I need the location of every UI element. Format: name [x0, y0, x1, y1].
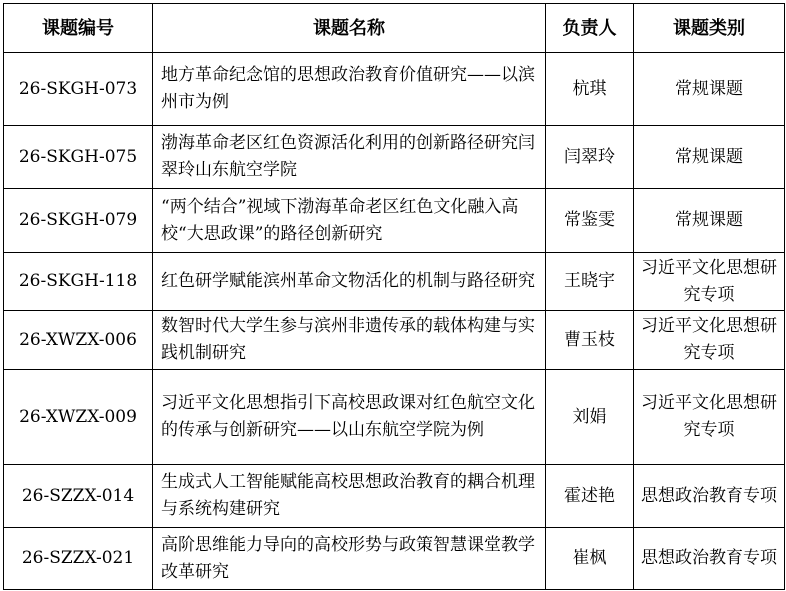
project-owner: 刘娟 [546, 370, 634, 465]
table-row [4, 189, 785, 253]
header-code: 课题编号 [4, 4, 153, 53]
project-title: 高阶思维能力导向的高校形势与政策智慧课堂教学改革研究 [153, 528, 546, 590]
project-code: 26-SKGH-118 [4, 253, 153, 311]
project-owner: 曹玉枝 [546, 311, 634, 370]
project-category: 习近平文化思想研究专项 [634, 311, 785, 370]
project-category: 习近平文化思想研究专项 [634, 370, 785, 465]
project-code: 26-XWZX-009 [4, 370, 153, 465]
table-row [4, 253, 785, 311]
project-code: 26-SKGH-075 [4, 126, 153, 189]
table-row [4, 465, 785, 528]
project-category: 思想政治教育专项 [634, 528, 785, 590]
table-row [4, 53, 785, 126]
project-owner: 常鉴雯 [546, 189, 634, 253]
header-row [4, 4, 785, 53]
table-row [4, 126, 785, 189]
project-owner: 崔枫 [546, 528, 634, 590]
project-category: 常规课题 [634, 53, 785, 126]
table-row [4, 528, 785, 590]
project-title: “两个结合”视域下渤海革命老区红色文化融入高校“大思政课”的路径创新研究 [153, 189, 546, 253]
header-category: 课题类别 [634, 4, 785, 53]
project-title: 红色研学赋能滨州革命文物活化的机制与路径研究 [153, 253, 546, 311]
project-code: 26-SZZX-014 [4, 465, 153, 528]
project-title: 地方革命纪念馆的思想政治教育价值研究——以滨州市为例 [153, 53, 546, 126]
table-row [4, 311, 785, 370]
project-code: 26-SKGH-079 [4, 189, 153, 253]
project-owner: 杭琪 [546, 53, 634, 126]
project-category: 习近平文化思想研究专项 [634, 253, 785, 311]
project-owner: 霍述艳 [546, 465, 634, 528]
header-owner: 负责人 [546, 4, 634, 53]
project-code: 26-XWZX-006 [4, 311, 153, 370]
project-category: 常规课题 [634, 189, 785, 253]
project-code: 26-SKGH-073 [4, 53, 153, 126]
project-title: 生成式人工智能赋能高校思想政治教育的耦合机理与系统构建研究 [153, 465, 546, 528]
project-category: 常规课题 [634, 126, 785, 189]
project-title: 数智时代大学生参与滨州非遗传承的载体构建与实践机制研究 [153, 311, 546, 370]
project-title: 渤海革命老区红色资源活化利用的创新路径研究闫翠玲山东航空学院 [153, 126, 546, 189]
project-category: 思想政治教育专项 [634, 465, 785, 528]
project-table [3, 3, 785, 590]
project-code: 26-SZZX-021 [4, 528, 153, 590]
project-title: 习近平文化思想指引下高校思政课对红色航空文化的传承与创新研究——以山东航空学院为例 [153, 370, 546, 465]
header-title: 课题名称 [153, 4, 546, 53]
project-owner: 王晓宇 [546, 253, 634, 311]
project-owner: 闫翠玲 [546, 126, 634, 189]
table-row [4, 370, 785, 465]
